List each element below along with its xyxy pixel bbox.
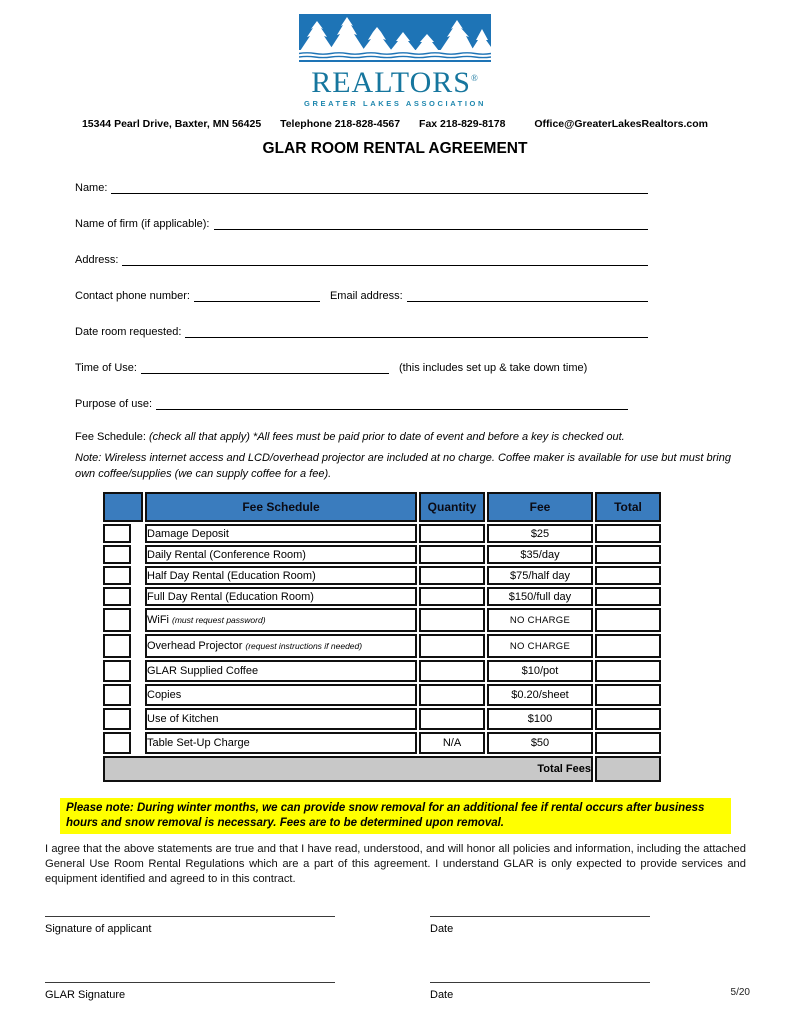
fee-quantity-cell[interactable] (419, 587, 485, 606)
fee-item-label: Copies (145, 684, 417, 706)
email-label: Email address: (329, 290, 403, 302)
phone-blank-line[interactable] (194, 288, 320, 302)
phone-label: Contact phone number: (75, 290, 190, 302)
fee-item-label: Daily Rental (Conference Room) (145, 545, 417, 564)
applicant-date-label: Date (430, 923, 454, 935)
fee-quantity-cell[interactable] (419, 608, 485, 632)
registered-mark: ® (470, 73, 479, 83)
fee-row (103, 684, 661, 706)
fee-quantity-cell[interactable] (419, 634, 485, 658)
fee-schedule-intro (75, 430, 740, 445)
fee-amount: $0.20/sheet (487, 684, 593, 706)
fee-quantity-cell[interactable]: N/A (419, 732, 485, 754)
logo-wordmark-text: REALTORS (311, 66, 471, 99)
page-number: 5/20 (730, 987, 750, 998)
fee-amount: NO CHARGE (487, 608, 593, 632)
fee-row (103, 545, 661, 564)
date-room-blank-line[interactable] (185, 324, 648, 338)
row-checkbox[interactable] (103, 566, 131, 585)
fee-item-note: (request instructions if needed) (245, 641, 363, 651)
total-fees-label: Total Fees (103, 756, 593, 782)
page-title: GLAR ROOM RENTAL AGREEMENT (262, 140, 528, 157)
fee-quantity-cell[interactable] (419, 708, 485, 730)
firm-blank-line[interactable] (214, 216, 649, 230)
fee-row (103, 634, 661, 658)
header-quantity: Quantity (419, 492, 485, 522)
fee-row (103, 524, 661, 543)
row-spacer (133, 634, 143, 658)
fee-schedule-note: Note: Wireless internet access and LCD/overhead projector are included at no charge. Coffee maker is available for use but must bring own coffee/supplies (we can supply coffee for a fee). (75, 452, 731, 480)
fee-row (103, 608, 661, 632)
row-checkbox[interactable] (103, 587, 131, 606)
field-contact (75, 288, 648, 302)
fee-item-label (145, 634, 417, 658)
fee-row (103, 660, 661, 682)
fee-total-cell[interactable] (595, 608, 661, 632)
fee-row (103, 732, 661, 754)
row-checkbox[interactable] (103, 524, 131, 543)
row-checkbox[interactable] (103, 634, 131, 658)
row-spacer (133, 732, 143, 754)
row-checkbox[interactable] (103, 732, 131, 754)
row-checkbox[interactable] (103, 660, 131, 682)
applicant-signature-line[interactable] (45, 915, 335, 917)
header-total: Total (595, 492, 661, 522)
glar-signature-row (45, 981, 790, 1001)
fee-amount: $100 (487, 708, 593, 730)
fee-table-header (103, 492, 661, 522)
office-fax: Fax 218-829-8178 (419, 118, 506, 130)
fee-row (103, 587, 661, 606)
row-spacer (133, 524, 143, 543)
fee-item-label: Damage Deposit (145, 524, 417, 543)
header-fee-schedule: Fee Schedule (145, 492, 417, 522)
total-fees-amount-cell[interactable] (595, 756, 661, 782)
date-room-label: Date room requested: (75, 326, 182, 338)
fee-amount: $50 (487, 732, 593, 754)
header-fee: Fee (487, 492, 593, 522)
fee-total-cell[interactable] (595, 587, 661, 606)
applicant-signature-row (45, 915, 790, 935)
field-address (75, 252, 648, 266)
fee-quantity-cell[interactable] (419, 545, 485, 564)
address-label: Address: (75, 254, 119, 266)
fee-quantity-cell[interactable] (419, 566, 485, 585)
applicant-date-line[interactable] (430, 915, 650, 917)
fee-item-note: (must request password) (172, 615, 266, 625)
office-address: 15344 Pearl Drive, Baxter, MN 56425 (81, 118, 262, 130)
fee-amount: $150/full day (487, 587, 593, 606)
fee-schedule-intro-italic: (check all that apply) *All fees must be paid prior to date of event and before a key is checked out. (149, 431, 625, 443)
name-blank-line[interactable] (111, 180, 648, 194)
fee-total-cell[interactable] (595, 634, 661, 658)
fee-total-cell[interactable] (595, 524, 661, 543)
row-checkbox[interactable] (103, 684, 131, 706)
field-date-room (75, 324, 648, 338)
contact-line (0, 118, 790, 130)
email-blank-line[interactable] (407, 288, 648, 302)
office-telephone: Telephone 218-828-4567 (280, 118, 401, 130)
fee-total-cell[interactable] (595, 566, 661, 585)
time-label: Time of Use: (75, 362, 137, 374)
fee-item-text: WiFi (147, 614, 169, 626)
fee-item-label: Use of Kitchen (145, 708, 417, 730)
row-spacer (133, 566, 143, 585)
row-checkbox[interactable] (103, 545, 131, 564)
fee-amount: $25 (487, 524, 593, 543)
agreement-paragraph: I agree that the above statements are true and that I have read, understood, and will honor all policies and information, including the attached General Use Room Rental Regulations which are a part of this agreement. I understand GLAR is only expected to provide services and equipment identified and agreed to in this contract. (45, 843, 746, 885)
field-firm (75, 216, 648, 230)
letterhead (0, 0, 790, 130)
row-spacer (133, 660, 143, 682)
fee-total-cell[interactable] (595, 660, 661, 682)
row-spacer (133, 708, 143, 730)
name-label: Name: (75, 182, 108, 194)
fee-item-text: Overhead Projector (147, 640, 243, 652)
signature-section (45, 915, 790, 1001)
header-checkbox-cell (103, 492, 143, 522)
logo-subtitle: GREATER LAKES ASSOCIATION (304, 99, 486, 108)
fee-amount: $75/half day (487, 566, 593, 585)
fee-total-cell[interactable] (595, 545, 661, 564)
fee-total-cell[interactable] (595, 708, 661, 730)
fee-item-label: Half Day Rental (Education Room) (145, 566, 417, 585)
fee-row (103, 566, 661, 585)
winter-snow-removal-note: Please note: During winter months, we can provide snow removal for an additional fee if rental occurs after business hours and snow removal is necessary. Fees are to be determined upon removal. (60, 798, 731, 834)
time-note: (this includes set up & take down time) (398, 362, 588, 374)
fee-schedule-intro-label: Fee Schedule: (75, 431, 146, 443)
glar-date-line[interactable] (430, 981, 650, 983)
fee-quantity-cell[interactable] (419, 684, 485, 706)
fee-quantity-cell[interactable] (419, 660, 485, 682)
form-fields (75, 180, 648, 410)
row-spacer (133, 587, 143, 606)
time-blank-line[interactable] (141, 360, 389, 374)
fee-item-label (145, 608, 417, 632)
field-time (75, 360, 648, 374)
field-name (75, 180, 648, 194)
firm-label: Name of firm (if applicable): (75, 218, 210, 230)
fee-amount: $35/day (487, 545, 593, 564)
fee-item-label: GLAR Supplied Coffee (145, 660, 417, 682)
glar-signature-line[interactable] (45, 981, 335, 983)
row-spacer (133, 545, 143, 564)
purpose-blank-line[interactable] (156, 396, 628, 410)
fee-amount: $10/pot (487, 660, 593, 682)
fee-total-cell[interactable] (595, 684, 661, 706)
fee-amount: NO CHARGE (487, 634, 593, 658)
total-fees-row (103, 756, 661, 782)
applicant-signature-label: Signature of applicant (45, 923, 152, 935)
row-spacer (133, 608, 143, 632)
fee-item-label: Full Day Rental (Education Room) (145, 587, 417, 606)
glar-signature-label: GLAR Signature (45, 989, 126, 1001)
pine-trees-lake-logo (299, 14, 491, 62)
row-checkbox[interactable] (103, 708, 131, 730)
fee-total-cell[interactable] (595, 732, 661, 754)
fee-row (103, 708, 661, 730)
purpose-label: Purpose of use: (75, 398, 153, 410)
address-blank-line[interactable] (122, 252, 648, 266)
glar-date-label: Date (430, 989, 454, 1001)
row-spacer (133, 684, 143, 706)
field-purpose (75, 396, 648, 410)
fee-table (101, 490, 663, 784)
office-email: Office@GreaterLakesRealtors.com (534, 118, 709, 130)
logo-wordmark (0, 62, 790, 99)
fee-item-label: Table Set-Up Charge (145, 732, 417, 754)
row-checkbox[interactable] (103, 608, 131, 632)
fee-quantity-cell[interactable] (419, 524, 485, 543)
